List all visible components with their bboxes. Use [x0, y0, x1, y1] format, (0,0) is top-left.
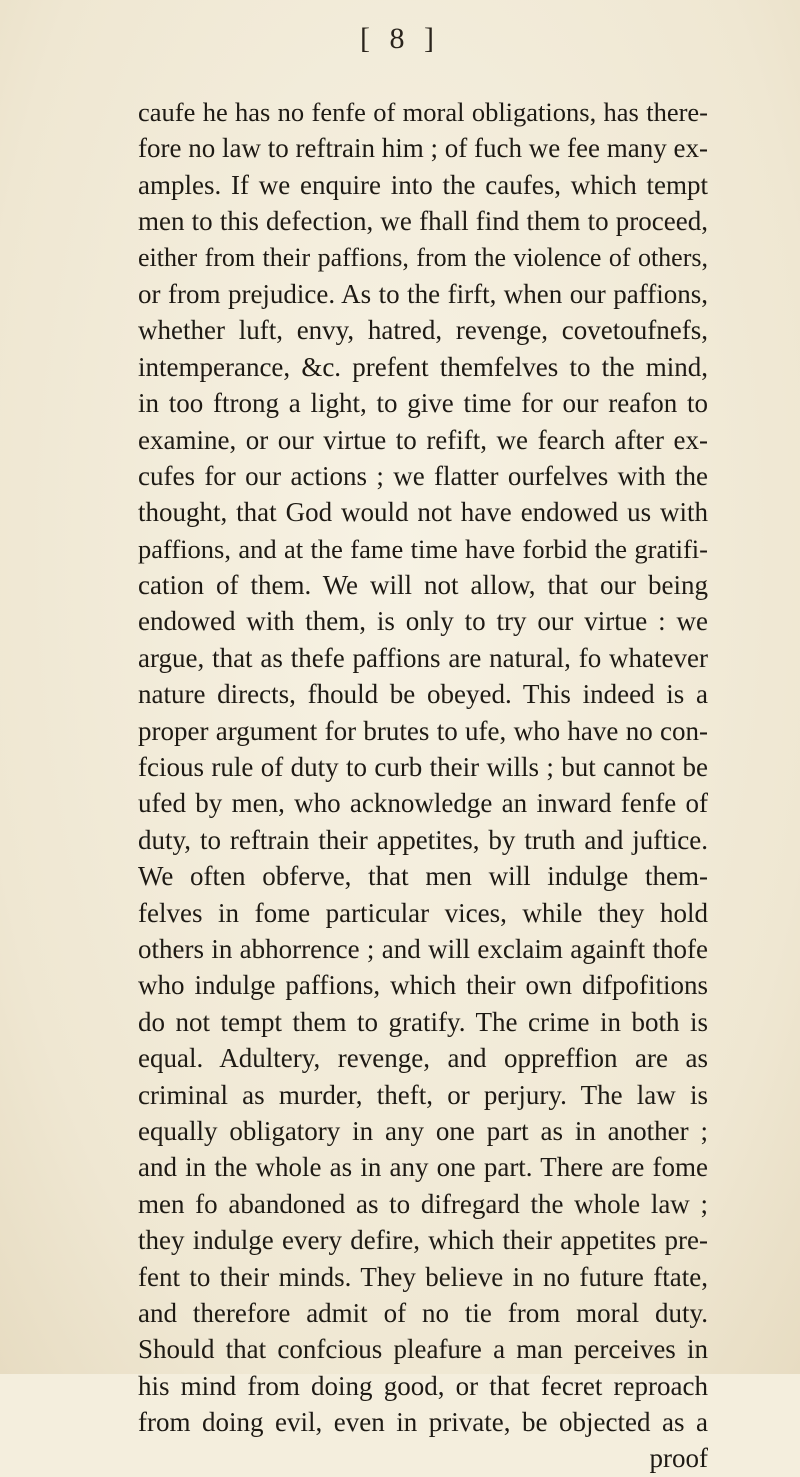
text-line: examine, or our virtue to refift, we fearch after ex- — [138, 424, 708, 455]
text-line: from doing evil, even in private, be objected as a — [138, 1407, 708, 1438]
text-line: men to this defection, we fhall find them to proceed, — [138, 206, 708, 237]
text-line: equally obligatory in any one part as in another ; — [138, 1115, 708, 1146]
text-line: ufed by men, who acknowledge an inward fenfe of — [138, 788, 708, 819]
text-line: proper argument for brutes to ufe, who have no con- — [138, 715, 708, 746]
text-line: cufes for our actions ; we flatter ourfelves with the — [138, 460, 708, 491]
page-number: [ 8 ] — [360, 22, 440, 55]
text-line: fent to their minds. They believe in no future ftate, — [138, 1261, 708, 1292]
text-line: Should that confcious pleafure a man perceives in — [138, 1334, 708, 1365]
text-line: thought, that God would not have endowed us with — [138, 497, 708, 528]
text-line: amples. If we enquire into the caufes, which tempt — [138, 169, 708, 200]
text-line: endowed with them, is only to try our virtue : we — [138, 606, 708, 637]
text-line: who indulge paffions, which their own difpofitions — [138, 970, 708, 1001]
text-line: argue, that as thefe paffions are natural, fo whatever — [138, 642, 708, 673]
text-line: whether luft, envy, hatred, revenge, covetoufnefs, — [138, 315, 708, 346]
text-line: equal. Adultery, revenge, and oppreffion are as — [138, 1043, 708, 1074]
text-line: in too ftrong a light, to give time for our reafon to — [138, 388, 708, 419]
text-line: they indulge every defire, which their appetites pre- — [138, 1225, 708, 1256]
text-line: and in the whole as in any one part. There are fome — [138, 1152, 708, 1183]
text-line: others in abhorrence ; and will exclaim againft thofe — [138, 933, 708, 964]
text-line: do not tempt them to gratify. The crime in both is — [138, 1006, 708, 1037]
text-line: and therefore admit of no tie from moral duty. — [138, 1297, 708, 1328]
text-line: criminal as murder, theft, or perjury. The law is — [138, 1079, 708, 1110]
text-line: intemperance, &c. prefent themfelves to the mind, — [138, 351, 708, 382]
text-line: or from prejudice. As to the firft, when our paffions, — [138, 278, 708, 309]
text-line: fcious rule of duty to curb their wills ; but cannot be — [138, 752, 708, 783]
text-line: cation of them. We will not allow, that our being — [138, 570, 708, 601]
body-text — [138, 94, 708, 1477]
text-line: caufe he has no fenfe of moral obligations, has there- — [138, 97, 708, 127]
text-line: fore no law to reftrain him ; of fuch we fee many ex- — [138, 133, 708, 164]
text-line: men fo abandoned as to difregard the whole law ; — [138, 1188, 708, 1219]
text-line: felves in fome particular vices, while they hold — [138, 897, 708, 928]
text-line: We often obferve, that men will indulge them- — [138, 861, 708, 892]
text-line: nature directs, fhould be obeyed. This indeed is a — [138, 679, 708, 710]
text-line: either from their paffions, from the violence of others, — [138, 242, 708, 272]
catchword: proof — [649, 1443, 708, 1474]
text-line: duty, to reftrain their appetites, by truth and juftice. — [138, 824, 708, 855]
text-line: paffions, and at the fame time have forbid the gratifi- — [138, 533, 708, 564]
text-line: his mind from doing good, or that fecret reproach — [138, 1370, 708, 1401]
